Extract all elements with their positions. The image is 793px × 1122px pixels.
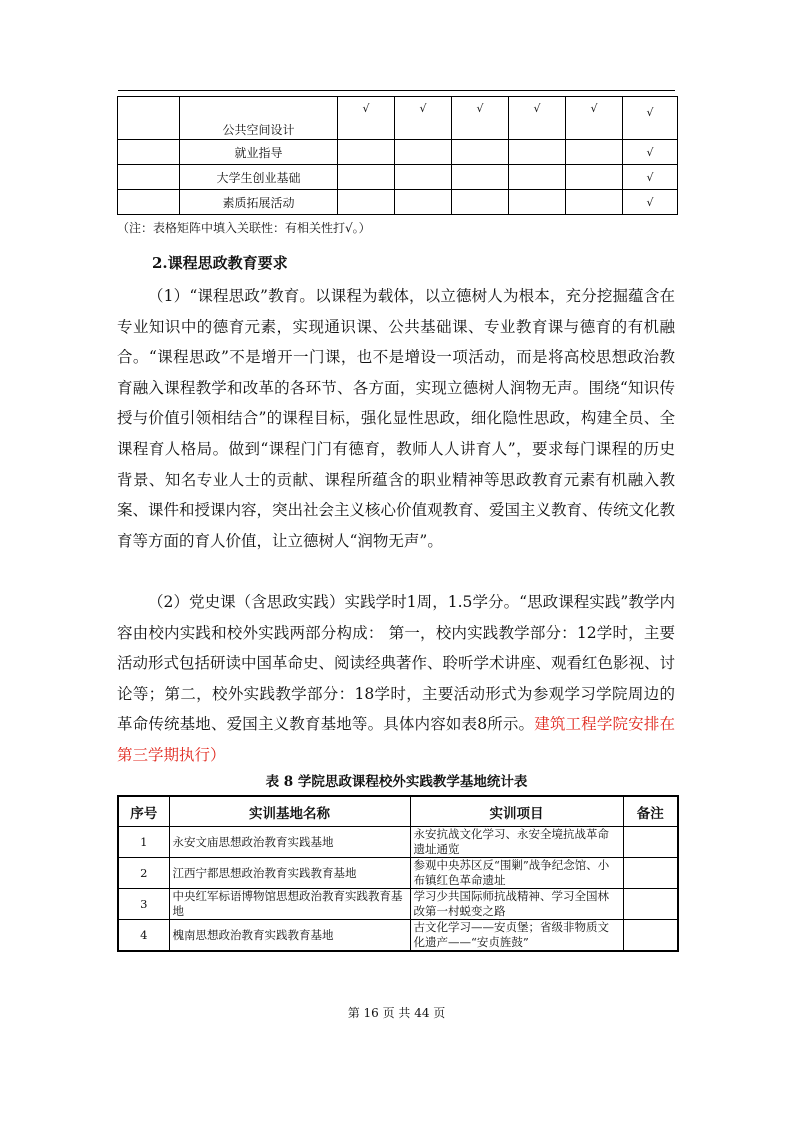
matrix-check-cell — [338, 190, 395, 215]
row-num: 2 — [118, 858, 169, 889]
matrix-category-cell — [118, 190, 180, 215]
paragraph-party-history-text: （2）党史课（含思政实践）实践学时1周，1.5学分。“思政课程实践”教学内容由校内实践和校外实践两部分构成： 第一，校内实践教学部分：12学时，主要活动形式包括研读中国革命史、阅读经典著作、聆听学术讲座、观看红色影视、讨论等；第二，校外实践教学部分：18学时，主要活动形式为参观学习学院周边的革命传统基地、爱国主义教育基地等。具体内容如表8所示。 — [117, 593, 676, 734]
header-project: 实训项目 — [410, 796, 623, 827]
matrix-check-cell — [509, 165, 566, 190]
matrix-check-cell: √ — [395, 97, 452, 140]
row-project: 参观中央苏区反“围剿”战争纪念馆、小布镇红色革命遗址 — [410, 858, 623, 889]
page-footer: 第 16 页 共 44 页 — [347, 1006, 446, 1020]
table-row — [118, 858, 678, 889]
paragraph-party-history — [117, 587, 675, 771]
matrix-check-cell — [566, 190, 623, 215]
table-caption: 表 8 学院思政课程校外实践教学基地统计表 — [265, 774, 528, 790]
matrix-check-cell — [452, 165, 509, 190]
row-num: 1 — [118, 827, 169, 858]
matrix-check-cell — [395, 140, 452, 165]
matrix-check-cell — [338, 140, 395, 165]
matrix-check-cell: √ — [338, 97, 395, 140]
matrix-check-cell: √ — [566, 97, 623, 140]
matrix-check-cell: √ — [623, 140, 678, 165]
row-num: 4 — [118, 920, 169, 952]
table-note: （注：表格矩阵中填入关联性：有相关性打√。） — [117, 221, 371, 235]
matrix-row — [118, 165, 678, 190]
matrix-course-name: 大学生创业基础 — [180, 165, 338, 190]
matrix-check-cell — [338, 165, 395, 190]
matrix-check-cell — [452, 190, 509, 215]
matrix-check-cell — [566, 165, 623, 190]
matrix-check-cell: √ — [623, 97, 678, 140]
table-row — [118, 827, 678, 858]
matrix-course-name: 素质拓展活动 — [180, 190, 338, 215]
row-project: 学习少共国际师抗战精神、学习全国林改第一村蜕变之路 — [410, 889, 623, 920]
matrix-course-name: 公共空间设计 — [180, 97, 338, 140]
row-base-name: 中央红军标语博物馆思想政治教育实践教育基地 — [169, 889, 410, 920]
matrix-category-cell — [118, 140, 180, 165]
row-remark — [623, 920, 678, 952]
matrix-check-cell: √ — [623, 165, 678, 190]
practice-base-table — [117, 795, 679, 952]
matrix-check-cell: √ — [509, 97, 566, 140]
header-remark: 备注 — [623, 796, 678, 827]
matrix-row — [118, 190, 678, 215]
matrix-check-cell: √ — [623, 190, 678, 215]
row-num: 3 — [118, 889, 169, 920]
matrix-check-cell — [509, 140, 566, 165]
matrix-check-cell — [509, 190, 566, 215]
row-project: 古文化学习——安贞堡；省级非物质文化遗产——“安贞旌鼓” — [410, 920, 623, 952]
matrix-check-cell — [452, 140, 509, 165]
course-relevance-matrix — [117, 96, 678, 215]
row-project: 永安抗战文化学习、永安全境抗战革命遗址通览 — [410, 827, 623, 858]
matrix-check-cell — [566, 140, 623, 165]
matrix-course-name: 就业指导 — [180, 140, 338, 165]
matrix-check-cell — [395, 165, 452, 190]
matrix-category-cell — [118, 165, 180, 190]
header-num: 序号 — [118, 796, 169, 827]
row-remark — [623, 827, 678, 858]
row-remark — [623, 858, 678, 889]
table-row — [118, 889, 678, 920]
table-header-row — [118, 796, 678, 827]
matrix-check-cell — [395, 190, 452, 215]
header-rule — [118, 90, 675, 91]
row-remark — [623, 889, 678, 920]
section-heading: 2.课程思政教育要求 — [152, 254, 288, 272]
matrix-check-cell: √ — [452, 97, 509, 140]
highlight-note: 建筑工程学院安排在第三学期执行） — [117, 715, 675, 764]
matrix-category-cell — [118, 97, 180, 140]
row-base-name: 永安文庙思想政治教育实践基地 — [169, 827, 410, 858]
row-base-name: 江西宁都思想政治教育实践教育基地 — [169, 858, 410, 889]
header-base: 实训基地名称 — [169, 796, 410, 827]
paragraph-course-ideology: （1）“课程思政”教育。以课程为载体，以立德树人为根本，充分挖掘蕴含在专业知识中的德育元素，实现通识课、公共基础课、专业教育课与德育的有机融合。“课程思政”不是增开一门课，也不是增设一项活动，而是将高校思想政治教育融入课程教学和改革的各环节、各方面，实现立德树人润物无声。围绕“知识传授与价值引领相结合”的课程目标，强化显性思政，细化隐性思政，构建全员、全课程育人格局。做到“课程门门有德育，教师人人讲育人”，要求每门课程的历史背景、知名专业人士的贡献、课程所蕴含的职业精神等思政教育元素有机融入教案、课件和授课内容，突出社会主义核心价值观教育、爱国主义教育、传统文化教育等方面的育人价值，让立德树人“润物无声”。 — [117, 287, 676, 550]
row-base-name: 槐南思想政治教育实践教育基地 — [169, 920, 410, 952]
table-row — [118, 920, 678, 952]
matrix-row — [118, 97, 678, 140]
matrix-row — [118, 140, 678, 165]
